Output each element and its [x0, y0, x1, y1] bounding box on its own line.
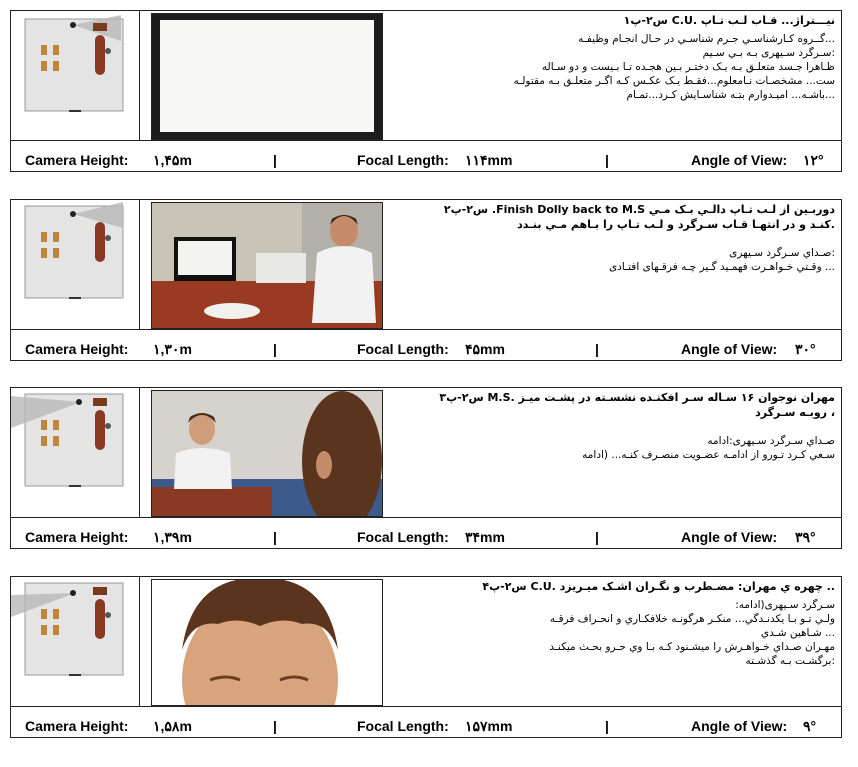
floor-plan-thumbnail — [11, 577, 140, 706]
camera-height-label: Camera Height: — [25, 718, 129, 734]
angle-of-view-label: Angle of View: — [681, 529, 778, 545]
shot-heading: نیـــتراژ... قـاب لـب تـاپ .C.U س۲-پ۱ — [623, 14, 835, 27]
shot-frame-image — [151, 579, 383, 706]
dialogue-line: ...گــروه کـارشناسـي جـرم شناسـي در حـال انجـام وظيفـه — [578, 33, 835, 45]
dialogue-line: :صـداي سـرگرد سـيهری — [729, 247, 835, 259]
shot-heading-continued: ، روبـه سـرگرد — [755, 406, 835, 419]
shot-panel-2 — [10, 199, 842, 361]
shot-top-row — [11, 577, 841, 707]
focal-length-value: ۱۵۷mm — [465, 718, 513, 734]
shot-top-row — [11, 388, 841, 518]
angle-of-view-label: Angle of View: — [681, 341, 778, 357]
shot-frame-image — [151, 202, 383, 329]
shot-panel-1 — [10, 10, 842, 172]
dialogue-line: :برگشـت بـه گذشـته — [745, 655, 835, 667]
separator: | — [273, 152, 277, 168]
shot-description — [393, 390, 835, 462]
shot-top-row — [11, 11, 841, 141]
shot-heading: مهران نوجوان ۱۶ سـاله سـر افكنـده نشسـته در پشـت ميـز .M.S س۲-پ۳ — [439, 391, 835, 404]
dialogue-line: ... وقـتي خـواهـرت فهمـيد گـير چـه فرقـهای افتـادی — [608, 261, 835, 273]
shot-heading: دوربـین از لـب تـاپ دالـي بـک مـي Finish Dolly back to M.S. س۲-پ۲ — [443, 203, 835, 216]
shot-description — [393, 202, 835, 274]
dialogue-line: مهـران صـداي خـواهـرش را ميشـنود كـه بـا وي حـرو بحـث ميكنـد — [549, 641, 835, 653]
dialogue-line: ... شـاهين شـدي — [760, 627, 835, 639]
angle-of-view-label: Angle of View: — [691, 718, 788, 734]
separator: | — [273, 341, 277, 357]
shot-description — [393, 579, 835, 668]
camera-height-value: ۱,۵۸m — [153, 718, 192, 734]
shot-frame-image — [151, 390, 383, 517]
dialogue-line: :سـرگرد سـيهری بـه بـي سـيم — [702, 47, 835, 59]
camera-specs-row — [11, 526, 841, 548]
separator: | — [595, 529, 599, 545]
angle-of-view-value: ۳۹° — [795, 529, 816, 545]
camera-height-value: ۱,۳۹m — [153, 529, 192, 545]
separator: | — [273, 529, 277, 545]
dialogue-line: ...باشـه... اميـدوارم بتـه شناسـايش كـرد...تمـام — [626, 89, 835, 101]
camera-height-label: Camera Height: — [25, 341, 129, 357]
shot-top-row — [11, 200, 841, 330]
angle-of-view-value: ۱۲° — [803, 152, 824, 168]
camera-specs-row — [11, 715, 841, 737]
focal-length-label: Focal Length: — [357, 718, 449, 734]
focal-length-value: ۴۵mm — [465, 341, 505, 357]
camera-height-label: Camera Height: — [25, 529, 129, 545]
dialogue-line: سـرگرد سـيهری(ادامه: — [735, 599, 835, 611]
separator: | — [595, 341, 599, 357]
focal-length-value: ۳۴mm — [465, 529, 505, 545]
dialogue-line: ست... مشخصـات نـامعلوم...فقـط يـک عکـس کـه اگـر متعلـق بـه مقتولـه — [513, 75, 835, 87]
dialogue-line: ظـاهرا جـسد متعلـق بـه يـک دختـر بـين هجـده تـا بـيست و دو سـاله — [541, 61, 835, 73]
angle-of-view-label: Angle of View: — [691, 152, 788, 168]
focal-length-label: Focal Length: — [357, 341, 449, 357]
separator: | — [605, 718, 609, 734]
dialogue-line: ولـي تـو بـا يكدنـدگي... منكـر هرگونـه خلافكـاري و انحـراف فرقـه — [549, 613, 835, 625]
separator: | — [605, 152, 609, 168]
shot-heading: .. چهره ي مهران: مضـطرب و نگـران اشـک ميـريزد .C.U س۲-پ۴ — [482, 580, 835, 593]
floor-plan-thumbnail — [11, 11, 140, 140]
shot-panel-4 — [10, 576, 842, 738]
focal-length-label: Focal Length: — [357, 529, 449, 545]
camera-height-value: ۱,۴۵m — [153, 152, 192, 168]
shot-heading-continued: .کنـد و در انتهـا قـاب سـرگرد و لـب تـاپ را بـاهم مـي بنـدد — [517, 218, 835, 231]
focal-length-value: ۱۱۴mm — [465, 152, 513, 168]
angle-of-view-value: ۹° — [803, 718, 817, 734]
camera-height-value: ۱,۳۰m — [153, 341, 192, 357]
floor-plan-thumbnail — [11, 388, 140, 517]
dialogue-line: صـداي سـرگرد سـيهری:ادامه — [707, 435, 835, 447]
camera-height-label: Camera Height: — [25, 152, 129, 168]
camera-specs-row — [11, 338, 841, 360]
separator: | — [273, 718, 277, 734]
floor-plan-thumbnail — [11, 200, 140, 329]
dialogue-line: سـعي كـرد تـورو از ادامـه عضـويت منصـرف كنـه... (ادامه — [582, 449, 835, 461]
shot-frame-image — [151, 13, 383, 140]
shot-description — [393, 13, 835, 102]
angle-of-view-value: ۳۰° — [795, 341, 816, 357]
camera-specs-row — [11, 149, 841, 171]
shot-panel-3 — [10, 387, 842, 549]
focal-length-label: Focal Length: — [357, 152, 449, 168]
